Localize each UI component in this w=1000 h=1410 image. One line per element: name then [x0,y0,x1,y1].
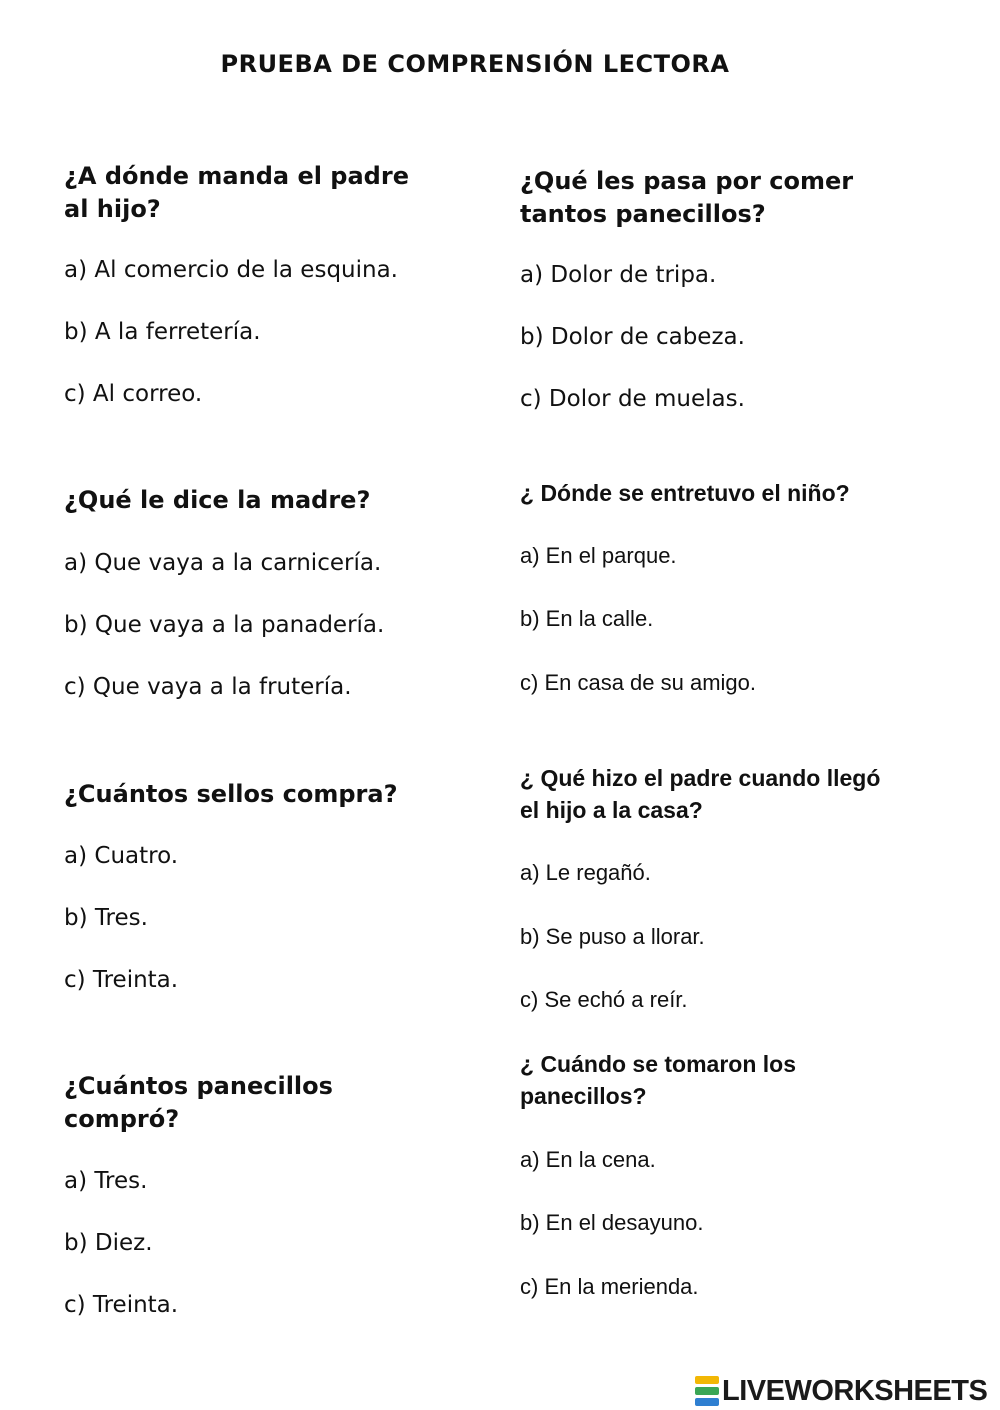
option-a[interactable]: a) Dolor de tripa. [520,262,717,288]
question-text [64,160,409,226]
question-line: ¿Qué le dice la madre? [64,486,371,514]
question-text [64,1070,333,1136]
option-a[interactable]: a) Le regañó. [520,860,651,885]
option-b[interactable]: b) Se puso a llorar. [520,924,705,949]
option-b[interactable]: b) Diez. [64,1230,153,1256]
option-a[interactable]: a) Tres. [64,1168,148,1194]
question-line: ¿ Cuándo se tomaron los [520,1051,797,1077]
option-a[interactable]: a) Que vaya a la carnicería. [64,550,382,576]
logo-bar [695,1387,719,1395]
option-b[interactable]: b) En la calle. [520,606,654,631]
option-c[interactable]: c) Treinta. [64,967,179,993]
question-line: ¿ Dónde se entretuvo el niño? [520,480,850,506]
question-text [520,762,880,826]
question-text [64,484,370,517]
question-line: panecillos? [520,1083,647,1109]
option-b[interactable]: b) Que vaya a la panadería. [64,612,385,638]
page-title: PRUEBA DE COMPRENSIÓN LECTORA [220,50,730,78]
question-text [520,165,853,231]
question-line: al hijo? [64,195,161,223]
logo-bar [695,1376,719,1384]
question-line: ¿Qué les pasa por comer [520,167,854,195]
option-a[interactable]: a) Cuatro. [64,843,179,869]
question-text [520,477,850,509]
option-c[interactable]: c) Treinta. [64,1292,179,1318]
option-c[interactable]: c) Se echó a reír. [520,987,688,1012]
logo-bar [695,1398,719,1406]
question-text [64,778,398,811]
option-a[interactable]: a) En el parque. [520,543,677,568]
option-c[interactable]: c) Dolor de muelas. [520,386,745,412]
option-c[interactable]: c) Al correo. [64,381,203,407]
question-line: ¿Cuántos sellos compra? [64,780,398,808]
liveworksheets-watermark [695,1374,987,1408]
option-c[interactable]: c) En casa de su amigo. [520,670,757,695]
option-c[interactable]: c) En la merienda. [520,1274,699,1299]
option-a[interactable]: a) Al comercio de la esquina. [64,257,398,283]
question-text [520,1048,796,1112]
option-b[interactable]: b) Dolor de cabeza. [520,324,745,350]
question-line: compró? [64,1105,180,1133]
option-b[interactable]: b) A la ferretería. [64,319,261,345]
liveworksheets-logo-icon [695,1376,719,1406]
option-c[interactable]: c) Que vaya a la frutería. [64,674,352,700]
question-line: ¿A dónde manda el padre [64,162,409,190]
question-line: ¿Cuántos panecillos [64,1072,333,1100]
brand-name: LIVEWORKSHEETS [722,1374,988,1407]
question-line: tantos panecillos? [520,200,766,228]
question-line: ¿ Qué hizo el padre cuando llegó [520,765,881,791]
option-b[interactable]: b) Tres. [64,905,148,931]
option-b[interactable]: b) En el desayuno. [520,1210,704,1235]
question-line: el hijo a la casa? [520,797,703,823]
option-a[interactable]: a) En la cena. [520,1147,656,1172]
